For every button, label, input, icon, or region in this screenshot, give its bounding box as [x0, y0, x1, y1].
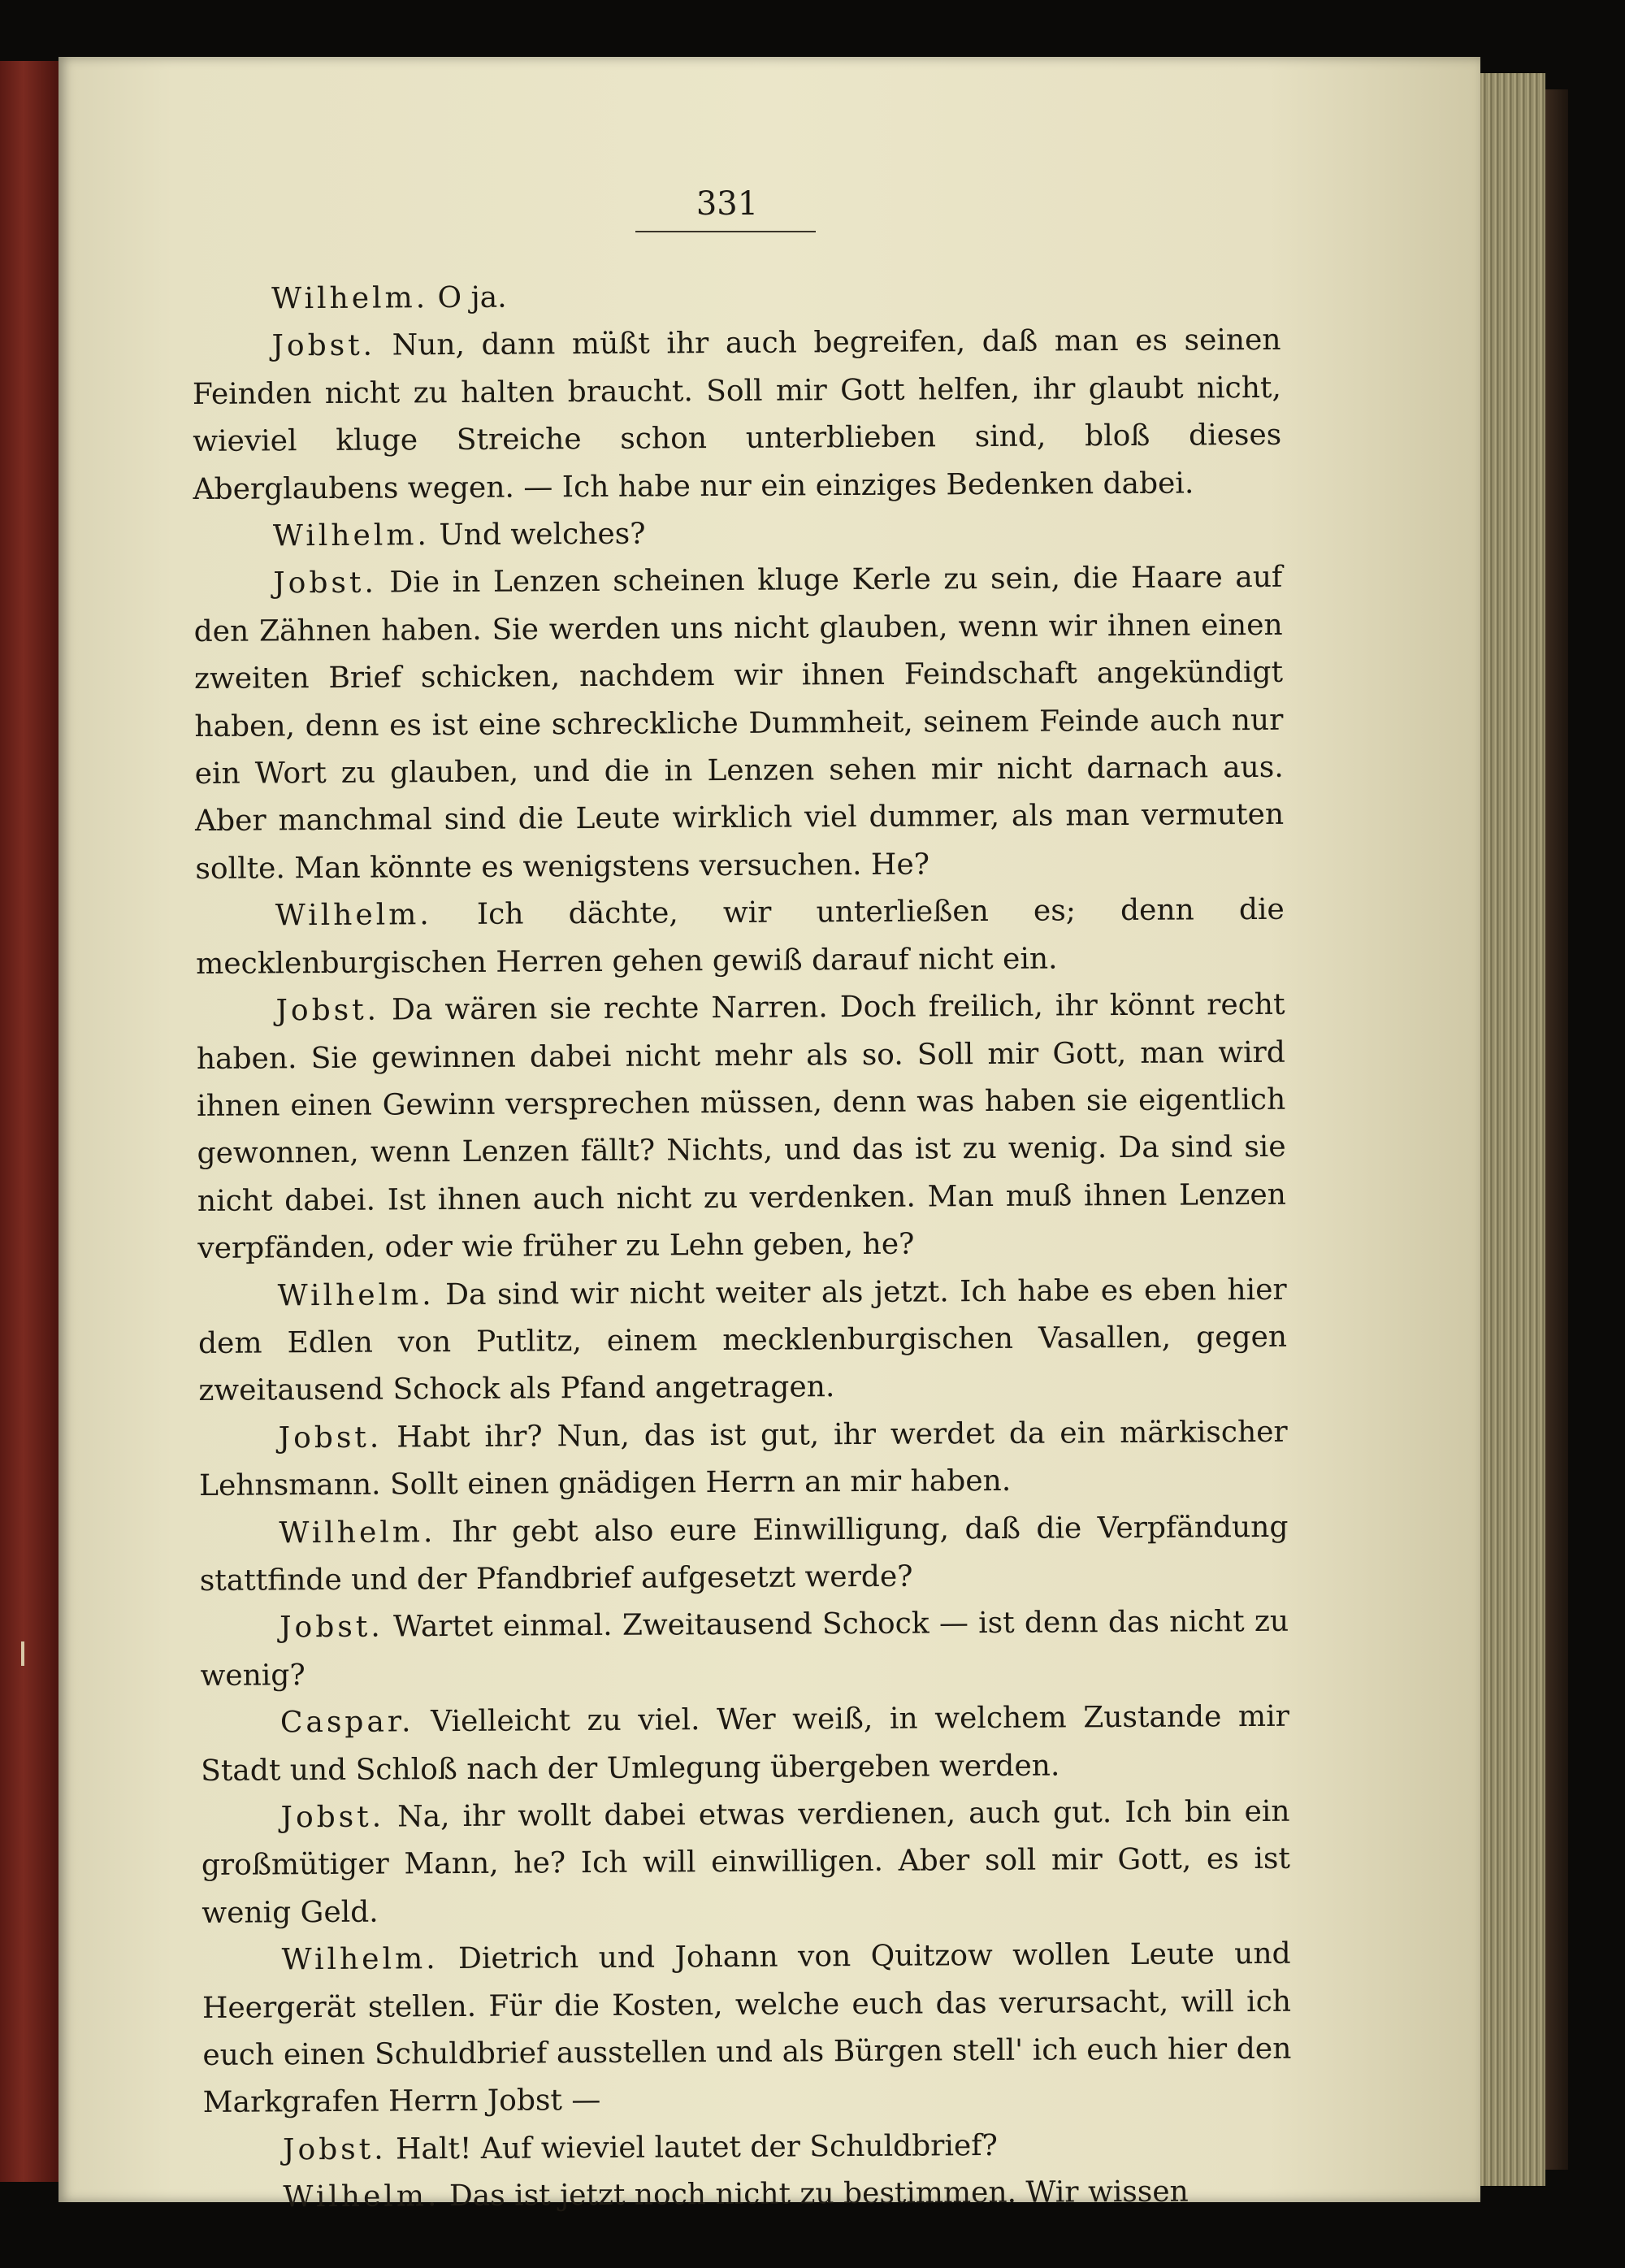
dialogue-paragraph — [201, 1693, 1290, 1795]
speaker-name: Wilhelm. — [275, 898, 432, 933]
dialogue-paragraph — [203, 2168, 1292, 2222]
page-stack-edge — [1480, 73, 1545, 2186]
dialogue-text: Nun, dann müßt ihr auch begreifen, daß man es seinen Feinden nicht zu halten braucht. Soll mir Gott helfen, ihr glaubt nicht, wieviel kluge Streiche schon unterblieben sind, bloß dieses Aberglaubens wegen. — Ich habe nur ein einziges Bedenken dabei. — [192, 323, 1282, 506]
dialogue-text: Wartet einmal. Zweitausend Schock — ist denn das nicht zu wenig? — [200, 1605, 1289, 1693]
page-text — [192, 270, 1293, 2222]
speaker-name: Jobst. — [271, 329, 376, 363]
dialogue-paragraph — [192, 317, 1281, 514]
speaker-name: Wilhelm. — [281, 1942, 439, 1977]
speaker-name: Jobst. — [275, 993, 380, 1028]
dialogue-paragraph — [196, 982, 1286, 1273]
dialogue-paragraph — [196, 887, 1285, 988]
speaker-name: Jobst. — [278, 1420, 383, 1455]
dialogue-text: Halt! Auf wieviel lautet der Schuldbrief? — [395, 2128, 998, 2166]
dialogue-text: Und welches? — [439, 517, 646, 553]
dialogue-text: Da wären sie rechte Narren. Doch freilich, ihr könnt recht haben. Sie gewinnen dabei nicht mehr als so. Soll mir Gott, man wird ihnen einen Gewinn versprechen müssen, denn was haben sie eigentlich gewonnen, wenn Lenzen fällt? Nichts, und das ist zu wenig. Da sind sie nicht dabei. Ist ihnen auch nicht zu verdenken. Man muß ihnen Lenzen verpfänden, oder wie früher zu Lehn geben, he? — [196, 987, 1287, 1266]
header-rule — [635, 231, 816, 232]
dialogue-paragraph — [201, 1789, 1290, 1937]
speaker-name: Wilhelm. — [283, 2179, 440, 2214]
dialogue-text: Da sind wir nicht weiter als jetzt. Ich habe es eben hier dem Edlen von Putlitz, einem mecklenburgischen Vasallen, gegen zweitausend Schock als Pfand angetragen. — [197, 1273, 1288, 1408]
dialogue-paragraph — [192, 270, 1280, 324]
speaker-name: Caspar. — [280, 1705, 414, 1740]
dialogue-text: Na, ihr wollt dabei etwas verdienen, auch gut. Ich bin ein großmütiger Mann, he? Ich will einwilligen. Aber soll mir Gott, es ist wenig Geld. — [201, 1794, 1291, 1930]
dialogue-text: O ja. — [437, 280, 507, 315]
dialogue-paragraph — [197, 1266, 1287, 1415]
dialogue-paragraph — [203, 2121, 1292, 2175]
speaker-name: Wilhelm. — [277, 1277, 435, 1312]
dialogue-paragraph — [199, 1409, 1289, 1511]
dialogue-text: Ich dächte, wir unterließen es; denn die mecklenburgischen Herren gehen gewiß darauf nicht ein. — [196, 893, 1285, 981]
cover-edge — [1545, 89, 1568, 2170]
dialogue-paragraph — [202, 1931, 1291, 2127]
dialogue-paragraph — [200, 1598, 1289, 1700]
dialogue-text: Vielleicht zu viel. Wer weiß, in welchem Zustande mir Stadt und Schloß nach der Umlegung übergeben werden. — [201, 1699, 1289, 1788]
dialogue-paragraph — [193, 507, 1282, 562]
previous-page-edge — [0, 61, 58, 2182]
speaker-name: Jobst. — [280, 1800, 385, 1835]
speaker-name: Wilhelm. — [279, 1515, 436, 1550]
speaker-name: Wilhelm. — [271, 281, 429, 316]
speaker-name: Jobst. — [280, 1610, 384, 1645]
dialogue-text: Das ist jetzt noch nicht zu bestimmen. Wir wissen — [448, 2175, 1189, 2214]
dialogue-text: Ihr gebt also eure Einwilligung, daß die Verpfändung stattfinde und der Pfandbrief aufgesetzt werde? — [199, 1510, 1289, 1598]
speaker-name: Jobst. — [273, 566, 377, 601]
dialogue-paragraph — [199, 1503, 1289, 1605]
dialogue-text: Dietrich und Johann von Quitzow wollen Leute und Heergerät stellen. Für die Kosten, welche euch das verursacht, will ich euch einen Schuldbrief ausstellen und als Bürgen stell' ich euch hier den Markgrafen Herrn Jobst — — [202, 1936, 1292, 2120]
speaker-name: Jobst. — [282, 2132, 387, 2167]
page-number: 331 — [696, 185, 759, 223]
dialogue-paragraph — [193, 554, 1284, 893]
binding-mark — [21, 1641, 24, 1666]
dialogue-text: Die in Lenzen scheinen kluge Kerle zu sein, die Haare auf den Zähnen haben. Sie werden uns nicht glauben, wenn wir ihnen einen zweiten Brief schicken, nachdem wir ihnen Feindschaft angekündigt haben, denn es ist eine schreckliche Dummheit, seinem Feinde auch nur ein Wort zu glauben, und die in Lenzen sehen mir nicht darnach aus. Aber manchmal sind die Leute wirklich viel dummer, als man vermuten sollte. Man könnte es wenigstens versuchen. He? — [193, 561, 1285, 886]
dialogue-text: Habt ihr? Nun, das ist gut, ihr werdet da ein märkischer Lehnsmann. Sollt einen gnädigen Herrn an mir haben. — [198, 1415, 1288, 1503]
speaker-name: Wilhelm. — [272, 518, 431, 553]
